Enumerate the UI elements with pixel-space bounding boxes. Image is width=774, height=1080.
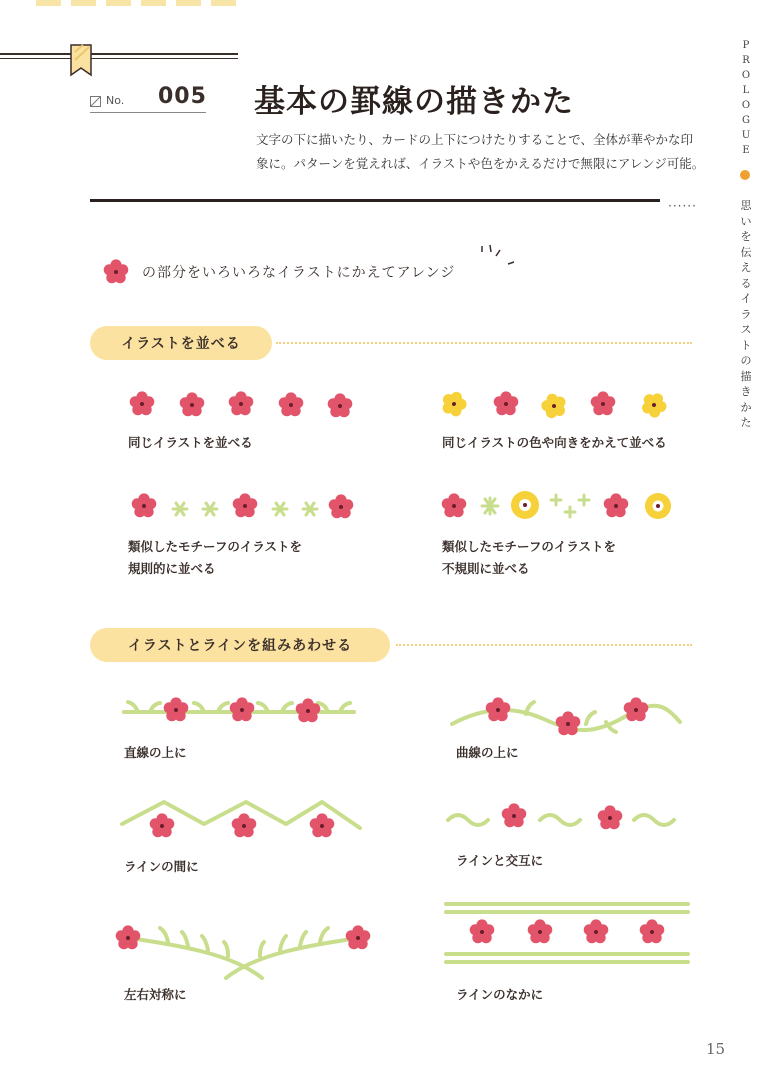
caption-curve: 曲線の上に — [456, 745, 519, 760]
sidebar-prologue — [738, 38, 754, 158]
flower-row-color — [432, 385, 682, 425]
chapter-letter: ラ — [740, 307, 752, 321]
description-line-1: 文字の下に描いたり、カードの上下につけたりすることで、全体が華やかな印 — [256, 132, 694, 147]
checkbox-icon — [90, 96, 101, 107]
vine-straight — [118, 692, 368, 732]
chapter-letter: え — [740, 261, 752, 274]
chapter-letter: ス — [740, 323, 752, 336]
description — [256, 128, 716, 176]
prologue-letter: O — [741, 70, 751, 81]
item-number: 005 — [158, 84, 207, 109]
vine-symmetric — [112, 920, 376, 980]
flower-row-regular — [118, 488, 368, 528]
chapter-letter: 描 — [740, 369, 752, 383]
prologue-letter: U — [741, 130, 751, 141]
description-line-2: 象に。パターンを覚えれば、イラストや色をかえるだけで無限にアレンジ可能。 — [256, 156, 705, 171]
flower-icon — [102, 258, 130, 286]
flower-row-irregular — [432, 486, 682, 526]
main-rule-dots: ······ — [668, 199, 697, 213]
caption-line: 類似したモチーフのイラストを — [128, 539, 303, 554]
prologue-letter: E — [742, 145, 750, 156]
no-label: No. — [106, 94, 125, 107]
header-rule-top — [0, 53, 238, 55]
prologue-letter: O — [741, 100, 751, 111]
vine-curve — [446, 690, 686, 740]
section-dotline — [396, 644, 692, 646]
chapter-letter: の — [740, 354, 752, 367]
chapter-letter: 伝 — [740, 245, 752, 259]
prologue-letter: G — [742, 115, 750, 126]
wave-alternate — [444, 798, 688, 838]
chapter-letter: 思 — [740, 199, 752, 212]
caption-color-direction: 同じイラストの色や向きをかえて並べる — [442, 435, 667, 450]
caption-straight: 直線の上に — [124, 745, 187, 760]
section-dotline — [276, 342, 692, 344]
chapter-letter: イ — [740, 292, 752, 305]
page-number: 15 — [706, 1040, 726, 1058]
caption-symmetric: 左右対称に — [124, 987, 187, 1002]
main-rule — [90, 199, 660, 202]
page-title: 基本の罫線の描きかた — [254, 84, 574, 120]
caption-similar-regular — [128, 536, 302, 580]
caption-alternate: ラインと交互に — [456, 853, 544, 868]
prologue-letter: P — [742, 40, 750, 51]
sidebar-dot — [740, 170, 750, 180]
prologue-letter: R — [742, 55, 750, 66]
section-heading-arrange: イラストを並べる — [90, 326, 272, 360]
sparkle-icon — [478, 242, 518, 272]
caption-between: ラインの間に — [124, 859, 199, 874]
caption-same: 同じイラストを並べる — [128, 435, 253, 450]
caption-inside: ラインのなかに — [456, 987, 544, 1002]
flower-row-same — [118, 385, 368, 425]
chapter-letter: か — [740, 400, 752, 414]
bookmark-icon — [70, 44, 92, 76]
chapter-letter: い — [740, 214, 752, 228]
caption-line: 規則的に並べる — [128, 561, 216, 576]
prologue-letter: L — [742, 85, 750, 96]
header-rule-bottom — [0, 58, 238, 59]
caption-similar-irregular — [442, 536, 616, 580]
number-underline — [90, 112, 206, 113]
chapter-letter: た — [740, 416, 752, 429]
intro-text: の部分をいろいろなイラストにかえてアレンジ — [142, 265, 456, 281]
top-stripes — [36, 0, 236, 6]
section-heading-combine: イラストとラインを組みあわせる — [90, 628, 390, 662]
lines-inside — [442, 898, 692, 970]
caption-line: 類似したモチーフのイラストを — [442, 539, 617, 554]
caption-line: 不規則に並べる — [442, 561, 530, 576]
chapter-letter: る — [740, 276, 752, 290]
zigzag-between — [118, 794, 368, 850]
chapter-letter: を — [740, 230, 752, 243]
chapter-letter: き — [740, 385, 752, 398]
sidebar-chapter-title — [738, 198, 754, 431]
chapter-letter: ト — [740, 338, 752, 352]
